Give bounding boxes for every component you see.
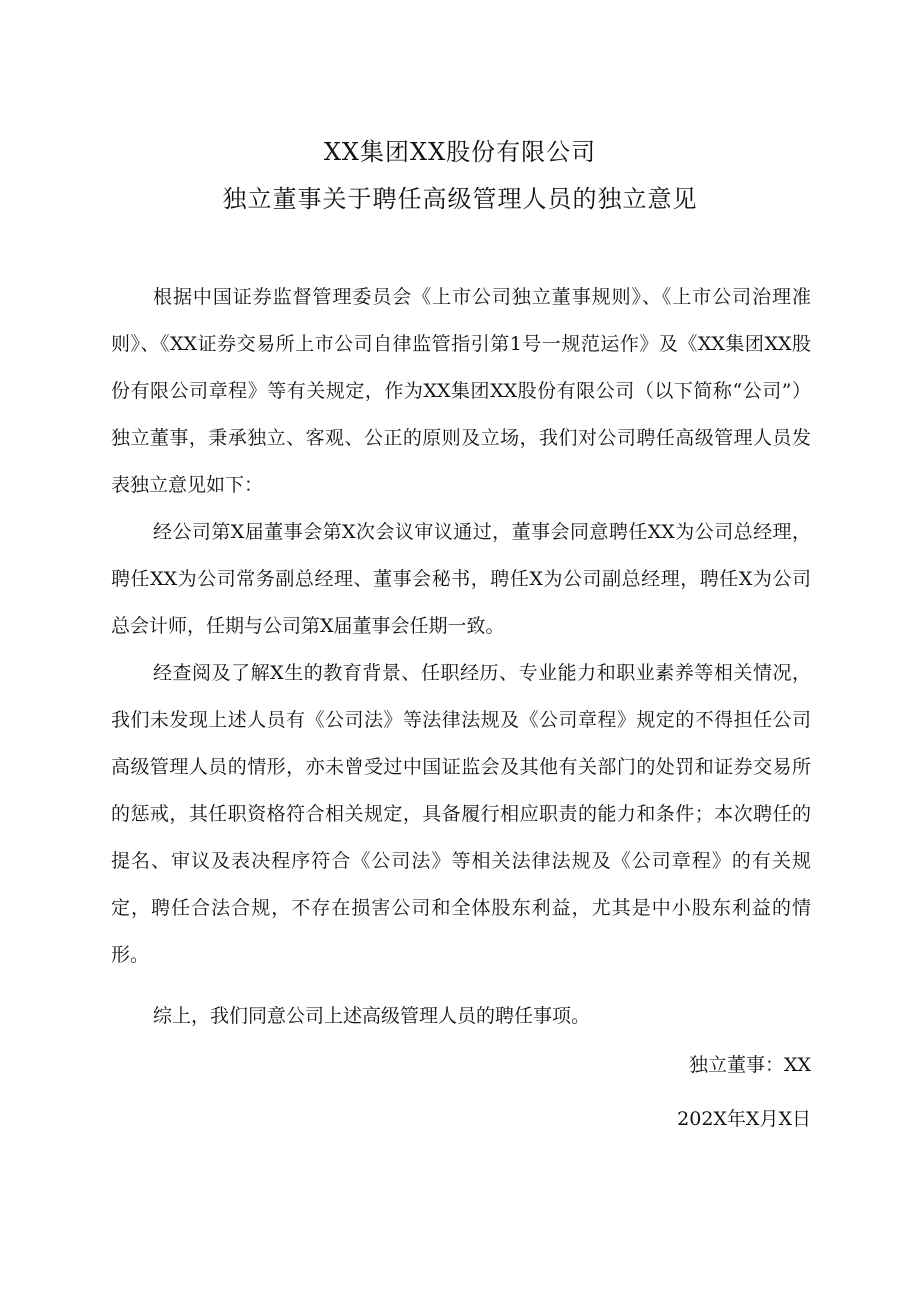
paragraph-appointment: 经公司第X届董事会第X次会议审议通过，董事会同意聘任XX为公司总经理，聘任XX为公司常务副总经理、董事会秘书，聘任X为公司副总经理，聘任X为公司总会计师，任期与公司第X届董事会任期一致。 — [111, 521, 811, 637]
document-title-company: XX集团XX股份有限公司 — [323, 138, 597, 166]
paragraph-basis: 根据中国证券监督管理委员会《上市公司独立董事规则》、《上市公司治理准则》、《XX证券交易所上市公司自律监管指引第1号一规范运作》及《XX集团XX股份有限公司章程》等有关规定，作为XX集团XX股份有限公司（以下简称“公司”）独立董事，秉承独立、客观、公正的原则及立场，我们对公司聘任高级管理人员发表独立意见如下： — [111, 286, 811, 496]
paragraph-review: 经查阅及了解X生的教育背景、任职经历、专业能力和职业素养等相关情况，我们未发现上述人员有《公司法》等法律法规及《公司章程》规定的不得担任公司高级管理人员的情形，亦未曾受过中国证监会及其他有关部门的处罚和证券交易所的惩戒，其任职资格符合相关规定，具备履行相应职责的能力和条件；本次聘任的提名、审议及表决程序符合《公司法》等相关法律法规及《公司章程》的有关规定，聘任合法合规，不存在损害公司和全体股东利益，尤其是中小股东利益的情形。 — [111, 662, 811, 966]
paragraph-conclusion: 综上，我们同意公司上述高级管理人员的聘任事项。 — [153, 1005, 591, 1027]
signature: 独立董事：XX — [688, 1054, 811, 1076]
document-title-subject: 独立董事关于聘任高级管理人员的独立意见 — [222, 185, 698, 213]
signature-date: 202X年X月X日 — [677, 1108, 811, 1130]
